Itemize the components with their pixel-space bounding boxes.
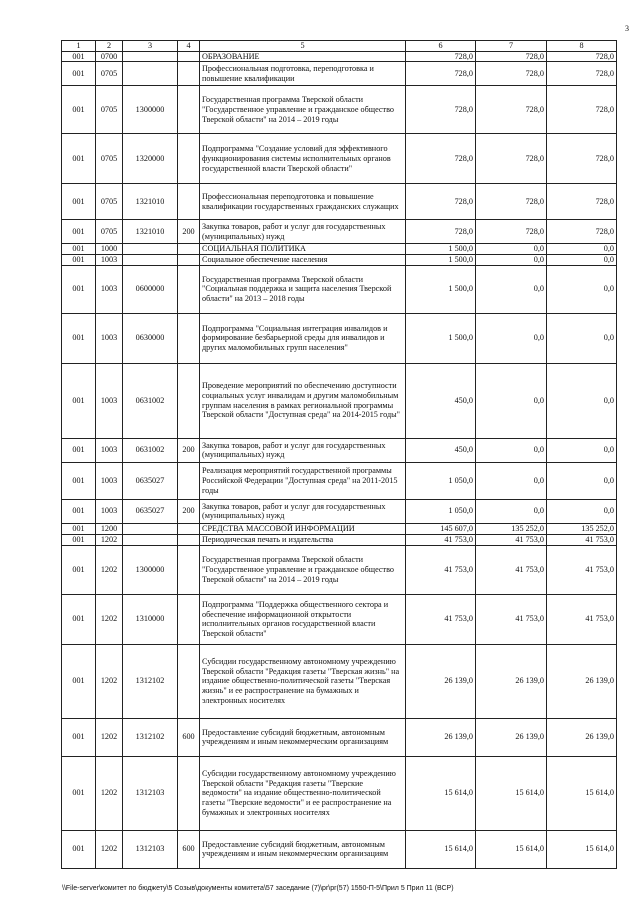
expense-type-code	[178, 184, 200, 220]
amount-year-3: 728,0	[547, 134, 617, 184]
ministry-code: 001	[62, 265, 96, 313]
section-code: 1202	[96, 644, 123, 718]
section-code: 1003	[96, 438, 123, 462]
table-row	[62, 265, 617, 313]
section-code: 0705	[96, 184, 123, 220]
target-code: 1312102	[123, 718, 178, 756]
col-header-7: 7	[476, 41, 547, 52]
expense-type-code	[178, 255, 200, 266]
item-name: СРЕДСТВА МАССОВОЙ ИНФОРМАЦИИ	[200, 523, 406, 534]
amount-year-2: 728,0	[476, 184, 547, 220]
ministry-code: 001	[62, 438, 96, 462]
expense-type-code	[178, 265, 200, 313]
amount-year-3: 728,0	[547, 62, 617, 86]
section-code: 1000	[96, 244, 123, 255]
col-header-2: 2	[96, 41, 123, 52]
amount-year-3: 26 139,0	[547, 644, 617, 718]
expense-type-code	[178, 134, 200, 184]
amount-year-1: 1 500,0	[406, 265, 476, 313]
amount-year-2: 728,0	[476, 86, 547, 134]
target-code	[123, 255, 178, 266]
col-header-3: 3	[123, 41, 178, 52]
item-name: Реализация мероприятий государственной программы Российской Федерации "Доступная среда" на 2011-2015 годы	[200, 462, 406, 499]
col-header-6: 6	[406, 41, 476, 52]
expense-type-code: 200	[178, 438, 200, 462]
table-row	[62, 313, 617, 363]
amount-year-2: 41 753,0	[476, 534, 547, 545]
section-code: 1003	[96, 255, 123, 266]
ministry-code: 001	[62, 86, 96, 134]
expense-type-code	[178, 462, 200, 499]
amount-year-3: 135 252,0	[547, 523, 617, 534]
ministry-code: 001	[62, 363, 96, 438]
section-code: 1202	[96, 756, 123, 830]
expense-type-code	[178, 644, 200, 718]
ministry-code: 001	[62, 756, 96, 830]
col-header-5: 5	[200, 41, 406, 52]
item-name: ОБРАЗОВАНИЕ	[200, 51, 406, 62]
target-code	[123, 523, 178, 534]
ministry-code: 001	[62, 462, 96, 499]
amount-year-2: 0,0	[476, 462, 547, 499]
ministry-code: 001	[62, 184, 96, 220]
amount-year-1: 1 500,0	[406, 255, 476, 266]
item-name: Социальное обеспечение населения	[200, 255, 406, 266]
expense-type-code: 600	[178, 830, 200, 868]
amount-year-1: 728,0	[406, 51, 476, 62]
expense-type-code	[178, 244, 200, 255]
section-code: 1003	[96, 499, 123, 523]
amount-year-3: 728,0	[547, 51, 617, 62]
ministry-code: 001	[62, 644, 96, 718]
table-row	[62, 594, 617, 644]
amount-year-1: 26 139,0	[406, 718, 476, 756]
amount-year-1: 15 614,0	[406, 756, 476, 830]
amount-year-1: 728,0	[406, 134, 476, 184]
amount-year-1: 1 050,0	[406, 462, 476, 499]
target-code: 1320000	[123, 134, 178, 184]
ministry-code: 001	[62, 220, 96, 244]
section-code: 1003	[96, 363, 123, 438]
target-code: 1312103	[123, 756, 178, 830]
expense-type-code	[178, 545, 200, 594]
ministry-code: 001	[62, 244, 96, 255]
amount-year-2: 728,0	[476, 220, 547, 244]
amount-year-3: 0,0	[547, 244, 617, 255]
amount-year-3: 0,0	[547, 265, 617, 313]
section-code: 1202	[96, 545, 123, 594]
item-name: Субсидии государственному автономному учреждению Тверской области "Редакция газеты "Тверская жизнь" на издание общественно-политической газеты "Тверская жизнь" и ее распространение на бумажных и электронных носителях	[200, 644, 406, 718]
section-code: 1202	[96, 830, 123, 868]
item-name: Предоставление субсидий бюджетным, автономным учреждениям и иным некоммерческим организациям	[200, 830, 406, 868]
amount-year-3: 728,0	[547, 220, 617, 244]
section-code: 1202	[96, 718, 123, 756]
ministry-code: 001	[62, 499, 96, 523]
amount-year-1: 728,0	[406, 86, 476, 134]
amount-year-1: 145 607,0	[406, 523, 476, 534]
table-row	[62, 134, 617, 184]
col-header-8: 8	[547, 41, 617, 52]
table-row	[62, 62, 617, 86]
target-code: 1310000	[123, 594, 178, 644]
amount-year-3: 728,0	[547, 86, 617, 134]
item-name: Закупка товаров, работ и услуг для государственных (муниципальных) нужд	[200, 438, 406, 462]
section-code: 1202	[96, 534, 123, 545]
amount-year-1: 15 614,0	[406, 830, 476, 868]
item-name: Закупка товаров, работ и услуг для государственных (муниципальных) нужд	[200, 220, 406, 244]
amount-year-1: 728,0	[406, 184, 476, 220]
budget-table	[61, 40, 617, 869]
amount-year-2: 728,0	[476, 134, 547, 184]
expense-type-code: 600	[178, 718, 200, 756]
amount-year-2: 26 139,0	[476, 644, 547, 718]
target-code: 1312102	[123, 644, 178, 718]
amount-year-1: 728,0	[406, 62, 476, 86]
target-code: 1300000	[123, 545, 178, 594]
ministry-code: 001	[62, 523, 96, 534]
amount-year-3: 0,0	[547, 499, 617, 523]
section-code: 1202	[96, 594, 123, 644]
amount-year-2: 15 614,0	[476, 830, 547, 868]
target-code: 0631002	[123, 438, 178, 462]
ministry-code: 001	[62, 134, 96, 184]
section-code: 1200	[96, 523, 123, 534]
amount-year-3: 15 614,0	[547, 830, 617, 868]
section-code: 0705	[96, 62, 123, 86]
target-code: 1321010	[123, 220, 178, 244]
item-name: Периодическая печать и издательства	[200, 534, 406, 545]
section-code: 1003	[96, 462, 123, 499]
amount-year-3: 0,0	[547, 313, 617, 363]
ministry-code: 001	[62, 594, 96, 644]
target-code: 1321010	[123, 184, 178, 220]
expense-type-code	[178, 62, 200, 86]
amount-year-2: 0,0	[476, 363, 547, 438]
amount-year-2: 26 139,0	[476, 718, 547, 756]
target-code: 0635027	[123, 499, 178, 523]
amount-year-1: 728,0	[406, 220, 476, 244]
table-row	[62, 255, 617, 266]
target-code: 0635027	[123, 462, 178, 499]
target-code: 0630000	[123, 313, 178, 363]
amount-year-3: 15 614,0	[547, 756, 617, 830]
table-row	[62, 86, 617, 134]
table-row	[62, 830, 617, 868]
table-row	[62, 363, 617, 438]
section-code: 1003	[96, 265, 123, 313]
item-name: Подпрограмма "Поддержка общественного сектора и обеспечение информационной открытости исполнительных органов государственной власти Тверской области"	[200, 594, 406, 644]
expense-type-code	[178, 51, 200, 62]
table-row	[62, 244, 617, 255]
item-name: СОЦИАЛЬНАЯ ПОЛИТИКА	[200, 244, 406, 255]
table-row	[62, 184, 617, 220]
expense-type-code	[178, 363, 200, 438]
table-row	[62, 718, 617, 756]
amount-year-3: 26 139,0	[547, 718, 617, 756]
item-name: Профессиональная переподготовка и повышение квалификации государственных гражданских служащих	[200, 184, 406, 220]
amount-year-3: 41 753,0	[547, 594, 617, 644]
ministry-code: 001	[62, 313, 96, 363]
item-name: Государственная программа Тверской области "Государственное управление и гражданское общество Тверской области" на 2014 – 2019 годы	[200, 545, 406, 594]
item-name: Подпрограмма "Создание условий для эффективного функционирования системы исполнительных органов государственной власти Тверской области"	[200, 134, 406, 184]
ministry-code: 001	[62, 255, 96, 266]
amount-year-2: 41 753,0	[476, 545, 547, 594]
amount-year-2: 0,0	[476, 313, 547, 363]
amount-year-1: 41 753,0	[406, 534, 476, 545]
section-code: 0700	[96, 51, 123, 62]
expense-type-code	[178, 523, 200, 534]
table-row	[62, 51, 617, 62]
ministry-code: 001	[62, 534, 96, 545]
amount-year-1: 1 500,0	[406, 244, 476, 255]
amount-year-2: 0,0	[476, 438, 547, 462]
amount-year-3: 41 753,0	[547, 534, 617, 545]
amount-year-2: 0,0	[476, 499, 547, 523]
amount-year-1: 1 500,0	[406, 313, 476, 363]
amount-year-2: 135 252,0	[476, 523, 547, 534]
col-header-1: 1	[62, 41, 96, 52]
expense-type-code: 200	[178, 499, 200, 523]
amount-year-2: 41 753,0	[476, 594, 547, 644]
table-row	[62, 523, 617, 534]
table-row	[62, 756, 617, 830]
amount-year-2: 0,0	[476, 255, 547, 266]
expense-type-code	[178, 534, 200, 545]
target-code	[123, 51, 178, 62]
amount-year-2: 728,0	[476, 51, 547, 62]
ministry-code: 001	[62, 51, 96, 62]
expense-type-code: 200	[178, 220, 200, 244]
section-code: 1003	[96, 313, 123, 363]
amount-year-1: 1 050,0	[406, 499, 476, 523]
amount-year-3: 728,0	[547, 184, 617, 220]
amount-year-3: 0,0	[547, 462, 617, 499]
ministry-code: 001	[62, 718, 96, 756]
item-name: Проведение мероприятий по обеспечению доступности социальных услуг инвалидам и другим маломобильным группам населения в рамках региональной программы Тверской области "Доступная среда" на 2014-2015 годы"	[200, 363, 406, 438]
item-name: Предоставление субсидий бюджетным, автономным учреждениям и иным некоммерческим организациям	[200, 718, 406, 756]
amount-year-2: 15 614,0	[476, 756, 547, 830]
header-row	[62, 41, 617, 52]
target-code	[123, 62, 178, 86]
item-name: Закупка товаров, работ и услуг для государственных (муниципальных) нужд	[200, 499, 406, 523]
item-name: Профессиональная подготовка, переподготовка и повышение квалификации	[200, 62, 406, 86]
target-code	[123, 534, 178, 545]
ministry-code: 001	[62, 545, 96, 594]
page-number: 3	[625, 24, 629, 33]
amount-year-1: 450,0	[406, 438, 476, 462]
amount-year-1: 450,0	[406, 363, 476, 438]
ministry-code: 001	[62, 62, 96, 86]
section-code: 0705	[96, 220, 123, 244]
item-name: Государственная программа Тверской области "Социальная поддержка и защита населения Тверской области" на 2013 – 2018 годы	[200, 265, 406, 313]
target-code: 0600000	[123, 265, 178, 313]
amount-year-3: 0,0	[547, 255, 617, 266]
ministry-code: 001	[62, 830, 96, 868]
amount-year-3: 0,0	[547, 363, 617, 438]
item-name: Подпрограмма "Социальная интеграция инвалидов и формирование безбарьерной среды для инвалидов и других маломобильных групп населения"	[200, 313, 406, 363]
table-row	[62, 462, 617, 499]
expense-type-code	[178, 756, 200, 830]
amount-year-3: 0,0	[547, 438, 617, 462]
table-row	[62, 220, 617, 244]
table-row	[62, 534, 617, 545]
target-code	[123, 244, 178, 255]
amount-year-1: 41 753,0	[406, 545, 476, 594]
target-code: 1300000	[123, 86, 178, 134]
table-row	[62, 499, 617, 523]
amount-year-2: 0,0	[476, 244, 547, 255]
expense-type-code	[178, 313, 200, 363]
table-row	[62, 438, 617, 462]
expense-type-code	[178, 594, 200, 644]
amount-year-2: 0,0	[476, 265, 547, 313]
expense-type-code	[178, 86, 200, 134]
section-code: 0705	[96, 134, 123, 184]
amount-year-1: 41 753,0	[406, 594, 476, 644]
target-code: 0631002	[123, 363, 178, 438]
target-code: 1312103	[123, 830, 178, 868]
section-code: 0705	[96, 86, 123, 134]
file-path-footer: \\File-server\комитет по бюджету\5 Созыв\документы комитета\57 заседание (7)\pr\pr(57) 1550-П-5\Прил 5 Прил 11 (ВСР)	[62, 885, 454, 892]
col-header-4: 4	[178, 41, 200, 52]
amount-year-3: 41 753,0	[547, 545, 617, 594]
item-name: Государственная программа Тверской области "Государственное управление и гражданское общество Тверской области" на 2014 – 2019 годы	[200, 86, 406, 134]
item-name: Субсидии государственному автономному учреждению Тверской области "Редакция газеты "Тверские ведомости" на издание общественно-политической газеты "Тверские ведомости" и ее распространение на бумажных и электронных носителях	[200, 756, 406, 830]
table-row	[62, 545, 617, 594]
amount-year-2: 728,0	[476, 62, 547, 86]
table-row	[62, 644, 617, 718]
amount-year-1: 26 139,0	[406, 644, 476, 718]
